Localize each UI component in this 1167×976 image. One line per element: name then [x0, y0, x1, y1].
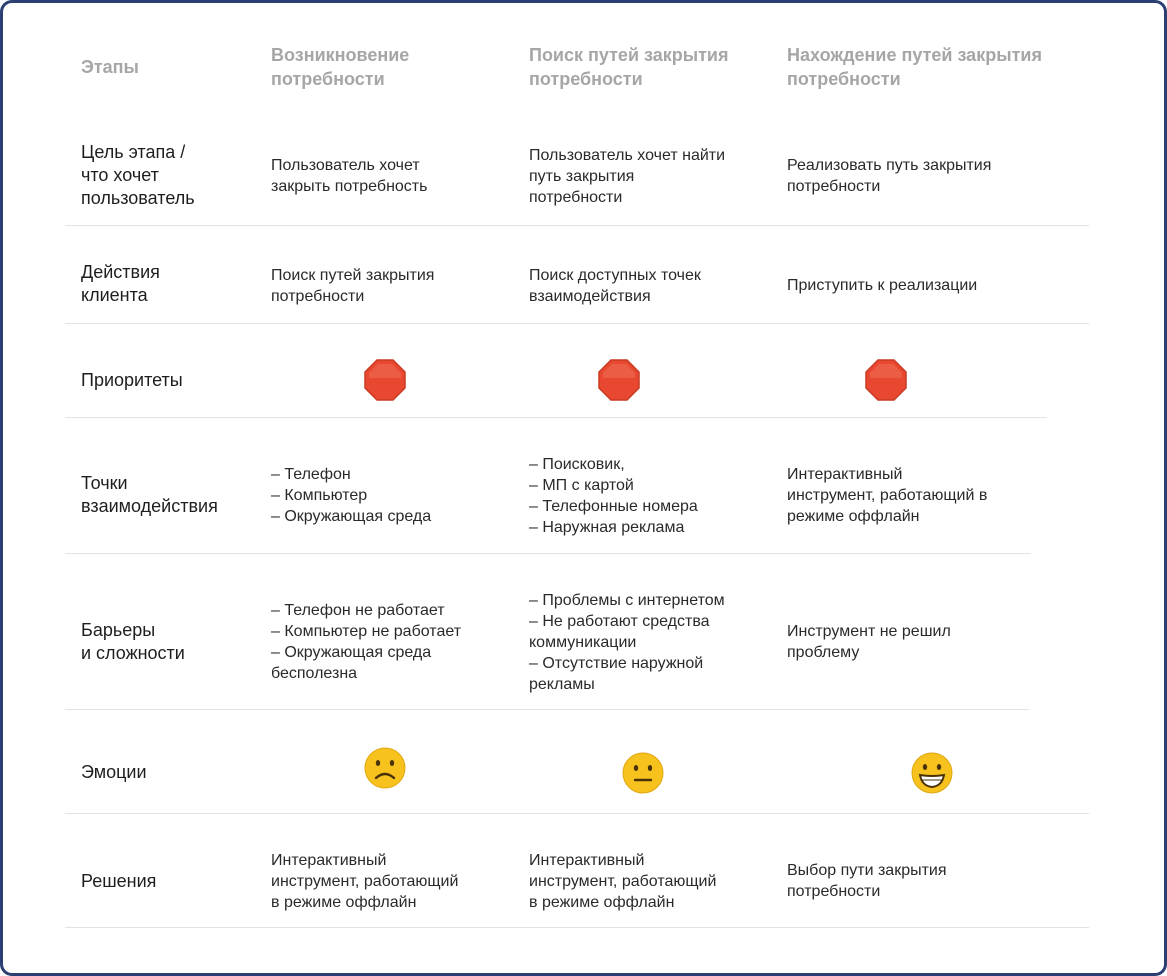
- cell-goal-3: Реализовать путь закрытия потребности: [787, 157, 992, 195]
- stop-sign-icon: [864, 358, 908, 402]
- stage-header-1: Возникновение потребности: [271, 45, 410, 89]
- row-divider: [65, 417, 1047, 418]
- cell-actions-1: Поиск путей закрытия потребности: [271, 267, 435, 305]
- row-divider: [65, 323, 1089, 324]
- row-divider: [65, 709, 1029, 710]
- row-label-barriers: Барьеры и сложности: [81, 620, 185, 663]
- row-label-touchpoints: Точки взаимодействия: [81, 473, 218, 516]
- row-divider: [65, 553, 1031, 554]
- cell-barriers-1: – Телефон не работает – Компьютер не работает – Окружающая среда бесполезна: [271, 602, 462, 682]
- cell-touchpoints-3: Интерактивный инструмент, работающий в режиме оффлайн: [787, 466, 988, 525]
- cell-actions-2: Поиск доступных точек взаимодействия: [529, 267, 701, 305]
- stages-header: Этапы: [81, 57, 139, 77]
- cell-barriers-3: Инструмент не решил проблему: [787, 623, 951, 661]
- row-label-solutions: Решения: [81, 871, 157, 891]
- stop-sign-icon: [597, 358, 641, 402]
- cell-solutions-3: Выбор пути закрытия потребности: [787, 862, 947, 900]
- row-label-actions: Действия клиента: [81, 262, 160, 305]
- row-label-priorities: Приоритеты: [81, 370, 183, 390]
- cell-solutions-2: Интерактивный инструмент, работающий в режиме оффлайн: [529, 852, 717, 911]
- frowning-face-icon: [363, 746, 407, 790]
- cell-goal-2: Пользователь хочет найти путь закрытия потребности: [529, 147, 726, 206]
- row-divider: [65, 927, 1089, 928]
- cell-goal-1: Пользователь хочет закрыть потребность: [271, 157, 428, 195]
- cell-barriers-2: – Проблемы с интернетом – Не работают средства коммуникации – Отсутствие наружной рекламы: [529, 592, 725, 693]
- row-divider: [65, 813, 1089, 814]
- row-label-emotions: Эмоции: [81, 762, 147, 782]
- stage-header-2: Поиск путей закрытия потребности: [529, 45, 729, 89]
- cell-solutions-1: Интерактивный инструмент, работающий в режиме оффлайн: [271, 852, 459, 911]
- cell-actions-3: Приступить к реализации: [787, 277, 978, 294]
- row-divider: [65, 225, 1089, 226]
- stage-header-3: Нахождение путей закрытия потребности: [787, 45, 1042, 89]
- cell-touchpoints-2: – Поисковик, – МП с картой – Телефонные номера – Наружная реклама: [529, 456, 698, 536]
- cell-touchpoints-1: – Телефон – Компьютер – Окружающая среда: [271, 466, 432, 525]
- row-label-goal: Цель этапа / что хочет пользователь: [81, 142, 195, 208]
- grinning-face-icon: [910, 751, 954, 795]
- stop-sign-icon: [363, 358, 407, 402]
- neutral-face-icon: [621, 751, 665, 795]
